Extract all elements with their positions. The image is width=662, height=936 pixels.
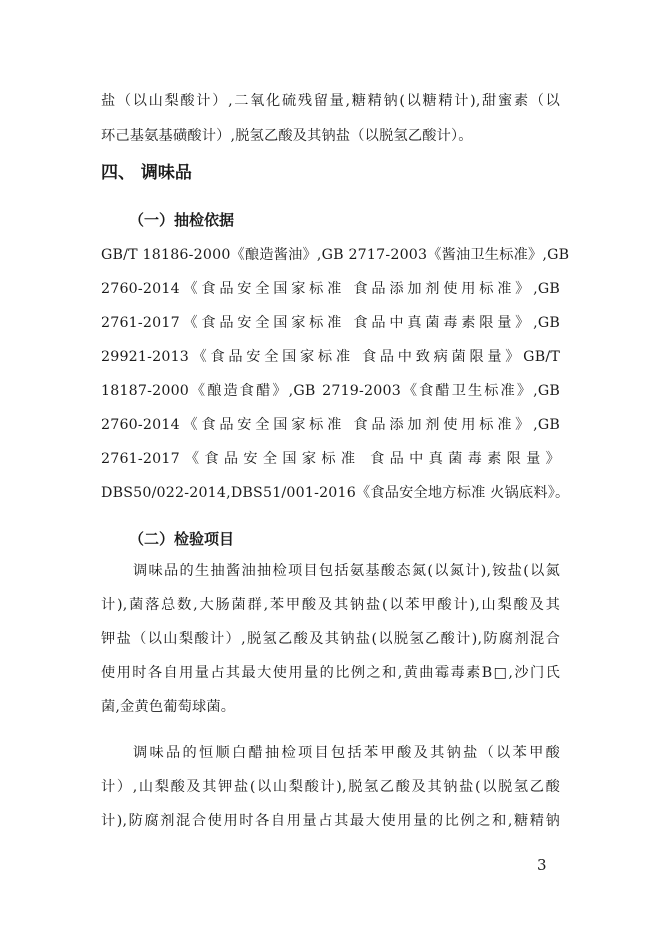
basis-line-3: 2761-2017《食品安全国家标准 食品中真菌毒素限量》,GB	[101, 315, 560, 331]
basis-line-6: 2760-2014《食品安全国家标准 食品添加剂使用标准》,GB	[101, 417, 560, 433]
items-p1-line-1: 调味品的生抽酱油抽检项目包括氨基酸态氮(以氮计),铵盐(以氮	[133, 563, 560, 579]
basis-line-1: GB/T 18186-2000《酿造酱油》,GB 2717-2003《酱油卫生标准》,GB	[101, 247, 570, 263]
intro-line-2: 环己基氨基磺酸计）,脱氢乙酸及其钠盐（以脱氢乙酸计）。	[101, 128, 473, 144]
items-p1-line-2: 计),菌落总数,大肠菌群,苯甲酸及其钠盐(以苯甲酸计),山梨酸及其	[101, 597, 560, 613]
page-number: 3	[537, 856, 547, 874]
items-heading: （二）检验项目	[129, 530, 235, 548]
section-heading: 四、 调味品	[101, 163, 192, 183]
basis-line-2: 2760-2014《食品安全国家标准 食品添加剂使用标准》,GB	[101, 281, 560, 297]
basis-line-7: 2761-2017《食品安全国家标准 食品中真菌毒素限量》	[101, 451, 560, 467]
items-p1-line-4: 使用时各自用量占其最大使用量的比例之和,黄曲霉毒素B□,沙门氏	[101, 665, 560, 681]
items-p1-line-5: 菌,金黄色葡萄球菌。	[101, 699, 236, 715]
basis-heading: （一）抽检依据	[129, 211, 235, 229]
basis-line-5: 18187-2000《酿造食醋》,GB 2719-2003《食醋卫生标准》,GB	[101, 383, 560, 399]
basis-line-4: 29921-2013《食品安全国家标准 食品中致病菌限量》GB/T	[101, 349, 560, 365]
intro-line-1: 盐（以山梨酸计）,二氧化硫残留量,糖精钠(以糖精计),甜蜜素（以	[101, 93, 560, 109]
items-p1-line-3: 钾盐（以山梨酸计）,脱氢乙酸及其钠盐(以脱氢乙酸计),防腐剂混合	[101, 631, 560, 647]
items-p2-line-2: 计）,山梨酸及其钾盐(以山梨酸计),脱氢乙酸及其钠盐(以脱氢乙酸	[101, 779, 560, 795]
basis-line-8: DBS50/022-2014,DBS51/001-2016《食品安全地方标准 火锅底料》。	[101, 485, 570, 501]
items-p2-line-1: 调味品的恒顺白醋抽检项目包括苯甲酸及其钠盐（以苯甲酸	[133, 745, 560, 761]
items-p2-line-3: 计),防腐剂混合使用时各自用量占其最大使用量的比例之和,糖精钠	[101, 813, 560, 829]
